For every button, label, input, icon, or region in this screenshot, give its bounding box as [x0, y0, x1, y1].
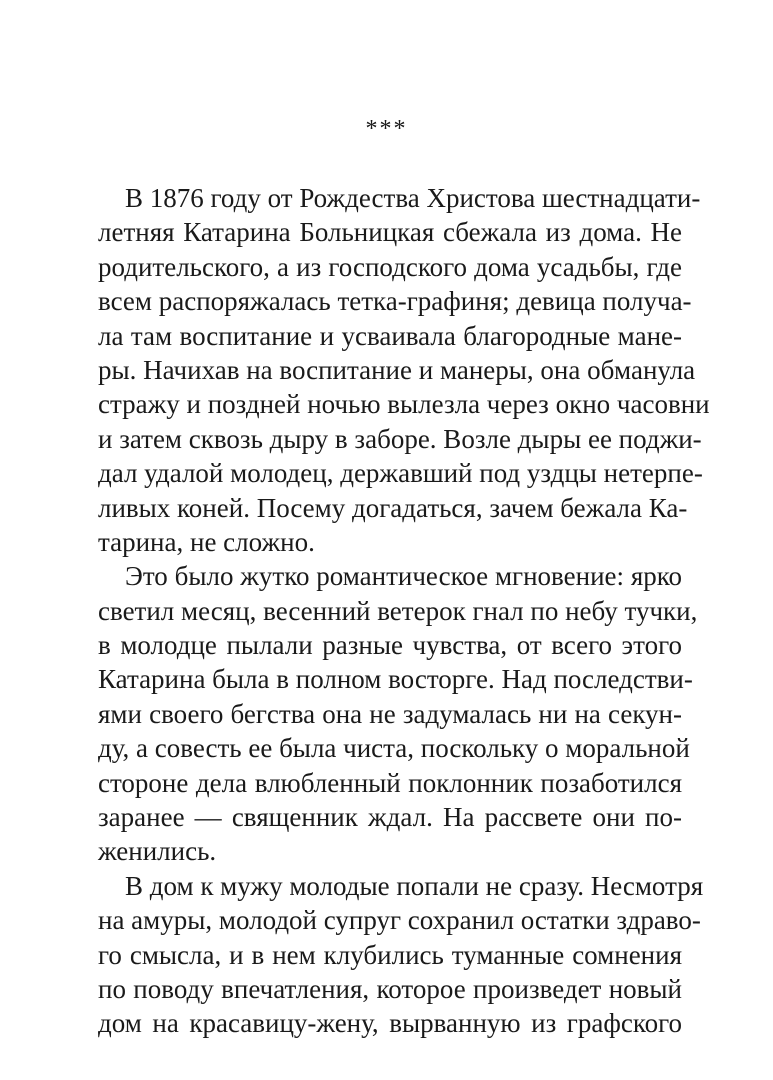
text-line: дал удалой молодец, державший под уздцы нетерпе-: [98, 458, 703, 489]
text-line: го смысла, и в нем клубились туманные сомнения: [98, 939, 682, 970]
paragraph-2: [98, 559, 698, 869]
text-line: женились.: [98, 836, 217, 867]
text-line: заранее — священник ждал. На рассвете они по-: [98, 802, 682, 833]
text-line: тарина, не сложно.: [98, 526, 315, 557]
text-line: стороне дела влюбленный поклонник позаботился: [98, 767, 682, 798]
body-text: [98, 181, 710, 1041]
text-line: летняя Катарина Больницкая сбежала из дома. Не: [98, 217, 682, 248]
text-line: на амуры, молодой супруг сохранил остатки здраво-: [98, 905, 701, 936]
text-line: Это было жутко романтическое мгновение: ярко: [125, 561, 682, 592]
paragraph-1: [98, 181, 710, 559]
text-line: В дом к мужу молодые попали не сразу. Несмотря: [125, 870, 704, 901]
text-line: в молодце пылали разные чувства, от всего этого: [98, 630, 682, 661]
text-line: ры. Начихав на воспитание и манеры, она обманула: [98, 354, 696, 385]
text-line: по поводу впечатления, которое произведет новый: [98, 973, 682, 1004]
text-line: всем распоряжалась тетка-графиня; девица получа-: [98, 286, 692, 317]
text-line: В 1876 году от Рождества Христова шестнадцати-: [125, 183, 701, 213]
text-line: ями своего бегства она не задумалась ни на секун-: [98, 698, 682, 729]
text-line: ду, а совесть ее была чиста, поскольку о моральной: [98, 733, 690, 764]
text-line: Катарина была в полном восторге. Над последстви-: [98, 664, 693, 695]
text-line: ливых коней. Посему догадаться, зачем бежала Ка-: [98, 492, 688, 523]
text-line: ла там воспитание и усваивала благородные мане-: [98, 320, 682, 351]
paragraph-3: [98, 869, 704, 1041]
section-separator: ***: [365, 116, 408, 142]
text-line: родительского, а из господского дома усадьбы, где: [98, 251, 682, 282]
text-line: светил месяц, весенний ветерок гнал по небу тучки,: [98, 595, 698, 626]
text-line: и затем сквозь дыру в заборе. Возле дыры ее поджи-: [98, 423, 702, 454]
text-line: дом на красавицу-жену, вырванную из графского: [98, 1008, 682, 1039]
text-line: стражу и поздней ночью вылезла через окно часовни: [98, 389, 710, 420]
